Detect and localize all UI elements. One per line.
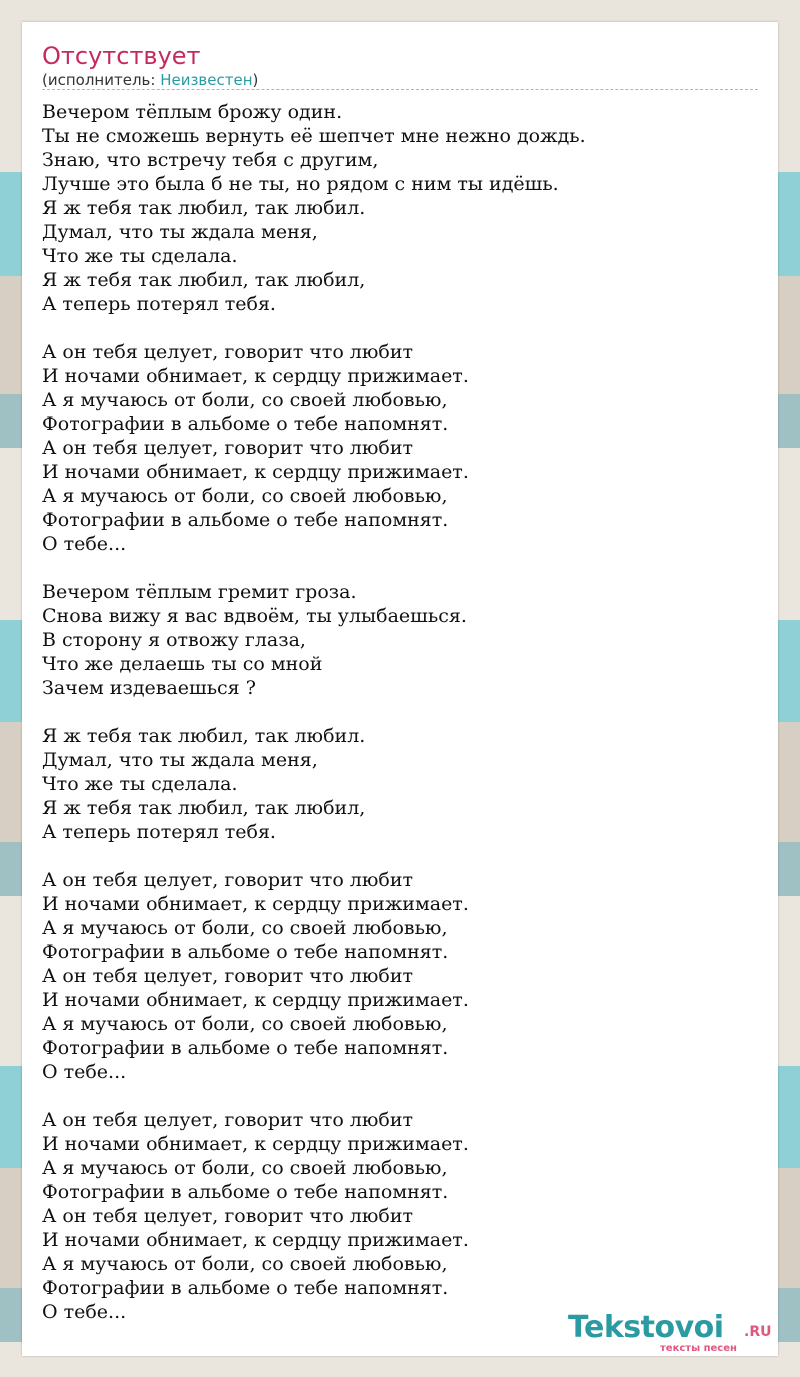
logo-tld: .RU (744, 1324, 772, 1340)
lyric-line: Знаю, что встречу тебя с другим, (42, 149, 379, 171)
lyrics-text (42, 100, 586, 1324)
lyric-line: О тебе... (42, 1061, 127, 1083)
lyric-line: Я ж тебя так любил, так любил. (42, 725, 366, 747)
lyric-line: А я мучаюсь от боли, со своей любовью, (42, 1253, 448, 1275)
artist-link[interactable]: Неизвестен (160, 71, 253, 89)
site-logo[interactable] (568, 1310, 772, 1354)
lyric-line: Фотографии в альбоме о тебе напомнят. (42, 1037, 449, 1059)
lyrics-card (22, 22, 778, 1356)
stanza-gap (42, 700, 586, 724)
logo-tagline: тексты песен (660, 1343, 737, 1354)
lyric-line: А теперь потерял тебя. (42, 821, 276, 843)
lyric-line: И ночами обнимает, к сердцу прижимает. (42, 1229, 469, 1251)
lyric-line: Фотографии в альбоме о тебе напомнят. (42, 509, 449, 531)
stanza-gap (42, 556, 586, 580)
lyric-line: Снова вижу я вас вдвоём, ты улыбаешься. (42, 605, 467, 627)
lyric-line: Думал, что ты ждала меня, (42, 221, 318, 243)
lyric-line: Вечером тёплым гремит гроза. (42, 581, 357, 603)
lyric-line: А теперь потерял тебя. (42, 293, 276, 315)
artist-line (42, 71, 258, 89)
lyric-line: А я мучаюсь от боли, со своей любовью, (42, 1013, 448, 1035)
lyric-line: А я мучаюсь от боли, со своей любовью, (42, 1157, 448, 1179)
title-divider (42, 89, 758, 90)
lyric-line: Лучше это была б не ты, но рядом с ним ты идёшь. (42, 173, 559, 195)
lyric-line: Думал, что ты ждала меня, (42, 749, 318, 771)
stanza-gap (42, 1084, 586, 1108)
stanza-gap (42, 844, 586, 868)
lyric-line: А он тебя целует, говорит что любит (42, 1205, 414, 1227)
lyric-line: Я ж тебя так любил, так любил. (42, 197, 366, 219)
lyric-line: Фотографии в альбоме о тебе напомнят. (42, 1181, 449, 1203)
lyric-line: В сторону я отвожу глаза, (42, 629, 306, 651)
lyric-line: А он тебя целует, говорит что любит (42, 341, 414, 363)
lyric-line: А он тебя целует, говорит что любит (42, 965, 414, 987)
lyric-line: А он тебя целует, говорит что любит (42, 869, 414, 891)
lyric-line: Зачем издеваешься ? (42, 677, 256, 699)
lyric-line: А я мучаюсь от боли, со своей любовью, (42, 485, 448, 507)
lyric-line: Фотографии в альбоме о тебе напомнят. (42, 413, 449, 435)
artist-suffix: ) (252, 71, 259, 89)
lyric-line: Что же ты сделала. (42, 773, 238, 795)
lyric-line: И ночами обнимает, к сердцу прижимает. (42, 461, 469, 483)
artist-prefix: (исполнитель: (42, 71, 161, 89)
lyric-line: И ночами обнимает, к сердцу прижимает. (42, 365, 469, 387)
lyric-line: Фотографии в альбоме о тебе напомнят. (42, 1277, 449, 1299)
lyric-line: Ты не сможешь вернуть её шепчет мне нежно дождь. (42, 125, 586, 147)
lyric-line: О тебе... (42, 1301, 127, 1323)
lyric-line: Вечером тёплым брожу один. (42, 101, 343, 123)
lyric-line: И ночами обнимает, к сердцу прижимает. (42, 893, 469, 915)
lyric-line: А он тебя целует, говорит что любит (42, 1109, 414, 1131)
lyric-line: А я мучаюсь от боли, со своей любовью, (42, 917, 448, 939)
lyric-line: Фотографии в альбоме о тебе напомнят. (42, 941, 449, 963)
logo-name: Tekstovoi (568, 1310, 724, 1345)
lyric-line: Что же ты сделала. (42, 245, 238, 267)
lyric-line: И ночами обнимает, к сердцу прижимает. (42, 1133, 469, 1155)
lyric-line: И ночами обнимает, к сердцу прижимает. (42, 989, 469, 1011)
lyric-line: А я мучаюсь от боли, со своей любовью, (42, 389, 448, 411)
lyric-line: О тебе... (42, 533, 127, 555)
lyric-line: А он тебя целует, говорит что любит (42, 437, 414, 459)
lyric-line: Что же делаешь ты со мной (42, 653, 323, 675)
lyric-line: Я ж тебя так любил, так любил, (42, 269, 366, 291)
song-title: Отсутствует (42, 42, 201, 70)
stanza-gap (42, 316, 586, 340)
lyric-line: Я ж тебя так любил, так любил, (42, 797, 366, 819)
